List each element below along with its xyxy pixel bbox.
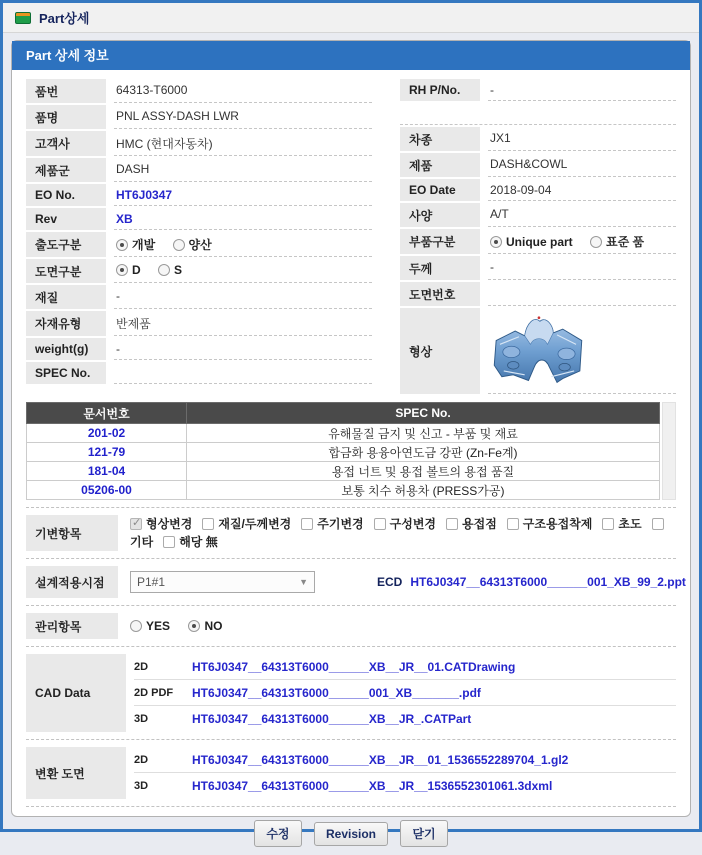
radio-s[interactable] bbox=[158, 264, 170, 276]
eo-date-value: 2018-09-04 bbox=[488, 179, 676, 201]
convert-2d-link[interactable]: HT6J0347__64313T6000______XB__JR__01_1536552289704_1.gl2 bbox=[192, 752, 569, 767]
panel-title: Part 상세 정보 bbox=[12, 41, 690, 70]
row-material bbox=[26, 285, 372, 309]
field-label: 도면구분 bbox=[26, 259, 106, 283]
checkbox-label: 초도 bbox=[618, 517, 642, 531]
radio-no[interactable] bbox=[188, 620, 200, 632]
product-value: DASH&COWL bbox=[488, 153, 676, 177]
customer-value: HMC (현대자동차) bbox=[114, 131, 372, 156]
spec-col-doc-no: 문서번호 bbox=[27, 403, 187, 424]
radio-label: S bbox=[174, 263, 183, 277]
field-label: 형상 bbox=[400, 308, 480, 394]
field-label: 두께 bbox=[400, 256, 480, 280]
field-label: 품명 bbox=[26, 105, 106, 129]
radio-standard-part[interactable] bbox=[590, 236, 602, 248]
row-thickness bbox=[400, 256, 676, 280]
file-type-label: 2D bbox=[134, 753, 149, 766]
material-type-value: 반제품 bbox=[114, 311, 372, 336]
top-bar bbox=[3, 3, 699, 33]
checkbox-material-thickness-change[interactable] bbox=[202, 518, 214, 530]
checkbox-label: 재질/두께변경 bbox=[218, 517, 292, 531]
radio-label: YES bbox=[146, 619, 171, 633]
field-label: SPEC No. bbox=[26, 362, 106, 384]
radio-label: NO bbox=[204, 619, 223, 633]
drawing-no-value bbox=[488, 282, 676, 306]
row-rev bbox=[26, 208, 372, 230]
cad-2d-pdf-row bbox=[134, 680, 676, 706]
section-label: 기변항목 bbox=[26, 515, 118, 551]
rh-pno-value: - bbox=[488, 79, 676, 101]
field-label: 도면번호 bbox=[400, 282, 480, 306]
checkbox-not-applicable[interactable] bbox=[163, 536, 175, 548]
spec-row bbox=[27, 481, 660, 500]
row-weight bbox=[26, 338, 372, 360]
part-name-value: PNL ASSY-DASH LWR bbox=[114, 105, 372, 129]
section-label: 관리항목 bbox=[26, 613, 118, 639]
radio-label: 표준 품 bbox=[606, 235, 645, 249]
row-rh-pno bbox=[400, 79, 676, 101]
radio-develop[interactable] bbox=[116, 239, 128, 251]
checkbox-label: 주기변경 bbox=[317, 517, 364, 531]
divider bbox=[26, 646, 676, 647]
divider bbox=[26, 507, 676, 508]
edit-button[interactable]: 수정 bbox=[254, 820, 301, 847]
field-label: EO No. bbox=[26, 184, 106, 206]
checkbox-weld-point[interactable] bbox=[446, 518, 458, 530]
convert-3d-row bbox=[134, 773, 676, 799]
close-button[interactable]: 닫기 bbox=[400, 820, 447, 847]
spec-table-wrap bbox=[26, 402, 676, 500]
empty-row bbox=[400, 103, 676, 125]
cad-2d-row bbox=[134, 654, 676, 680]
row-shape bbox=[400, 308, 676, 394]
radio-d[interactable] bbox=[116, 264, 128, 276]
radio-mass-production[interactable] bbox=[173, 239, 185, 251]
row-vehicle bbox=[400, 127, 676, 151]
divider bbox=[26, 558, 676, 559]
section-label: 설계적용시점 bbox=[26, 566, 118, 598]
checkbox-label: 구성변경 bbox=[389, 517, 437, 531]
design-apply-select[interactable] bbox=[130, 571, 315, 593]
checkbox-label: 구조용접착제 bbox=[522, 517, 593, 531]
file-type-label: 3D bbox=[134, 713, 149, 725]
field-label: 제품 bbox=[400, 153, 480, 177]
ecd-file-link[interactable]: HT6J0347__64313T6000______001_XB_99_2.ppt bbox=[410, 575, 686, 589]
spec-table-scrollbar[interactable] bbox=[662, 402, 676, 500]
checkbox-etc[interactable] bbox=[652, 518, 664, 530]
spec-col-spec-no: SPEC No. bbox=[187, 403, 660, 424]
field-label: EO Date bbox=[400, 179, 480, 201]
app-icon bbox=[15, 12, 31, 24]
cad-2d-pdf-link[interactable]: HT6J0347__64313T6000______001_XB_______.pdf bbox=[192, 685, 481, 700]
doc-no-link[interactable]: 201-02 bbox=[87, 426, 126, 440]
radio-label: 개발 bbox=[132, 238, 156, 252]
row-eo-no bbox=[26, 184, 372, 206]
page-title: Part상세 bbox=[39, 11, 90, 26]
row-part-name bbox=[26, 105, 372, 129]
row-part-type bbox=[400, 229, 676, 254]
spec-value: A/T bbox=[488, 203, 676, 227]
spec-desc: 합금화 용융아연도금 강판 (Zn-Fe계) bbox=[187, 443, 660, 462]
eo-no-link[interactable]: HT6J0347 bbox=[114, 184, 372, 206]
doc-no-link[interactable]: 121-79 bbox=[87, 445, 126, 459]
thickness-value: - bbox=[488, 256, 676, 280]
file-type-label: 2D bbox=[134, 660, 149, 673]
part-info-form bbox=[26, 79, 676, 396]
doc-no-link[interactable]: 05206-00 bbox=[81, 483, 132, 497]
checkbox-period-change[interactable] bbox=[301, 518, 313, 530]
row-spec bbox=[400, 203, 676, 227]
row-drawing-no bbox=[400, 282, 676, 306]
field-label: 재질 bbox=[26, 285, 106, 309]
checkbox-label: 형상변경 bbox=[146, 517, 193, 531]
converted-drawing-section bbox=[26, 747, 676, 799]
radio-unique-part[interactable] bbox=[490, 236, 502, 248]
field-label: Rev bbox=[26, 208, 106, 230]
field-label: 출도구분 bbox=[26, 232, 106, 257]
row-material-type bbox=[26, 311, 372, 336]
field-label: 차종 bbox=[400, 127, 480, 151]
divider bbox=[26, 739, 676, 740]
manage-items-row bbox=[26, 613, 676, 639]
radio-label: 양산 bbox=[188, 238, 212, 252]
cad-2d-link[interactable]: HT6J0347__64313T6000______XB__JR__01.CATDrawing bbox=[192, 659, 516, 674]
row-drawing-type bbox=[26, 259, 372, 283]
radio-label: Unique part bbox=[506, 235, 573, 249]
checkbox-label: 해당 無 bbox=[179, 535, 218, 549]
row-release-type bbox=[26, 232, 372, 257]
spec-desc: 용접 너트 및 용접 볼트의 용접 품질 bbox=[187, 462, 660, 481]
divider bbox=[26, 806, 676, 807]
field-label: 품번 bbox=[26, 79, 106, 103]
row-product-group bbox=[26, 158, 372, 182]
convert-3d-link[interactable]: HT6J0347__64313T6000______XB__JR__1536552301061.3dxml bbox=[192, 779, 553, 793]
file-type-label: 2D PDF bbox=[134, 686, 174, 699]
divider bbox=[26, 605, 676, 606]
field-label: 제품군 bbox=[26, 158, 106, 182]
weight-value: - bbox=[114, 338, 372, 360]
row-part-no bbox=[26, 79, 372, 103]
checkbox-label: 기타 bbox=[130, 535, 154, 549]
spec-desc: 보통 치수 허용차 (PRESS가공) bbox=[187, 481, 660, 500]
field-label: 자재유형 bbox=[26, 311, 106, 336]
spec-row bbox=[27, 443, 660, 462]
field-label: weight(g) bbox=[26, 338, 106, 360]
checkbox-composition-change[interactable] bbox=[374, 518, 386, 530]
field-label: 사양 bbox=[400, 203, 480, 227]
radio-label: D bbox=[132, 263, 141, 277]
vehicle-value: JX1 bbox=[488, 127, 676, 151]
cad-data-section bbox=[26, 654, 676, 732]
row-customer bbox=[26, 131, 372, 156]
checkbox-first-draft[interactable] bbox=[602, 518, 614, 530]
doc-no-link[interactable]: 181-04 bbox=[87, 464, 126, 478]
content-area bbox=[3, 33, 699, 841]
revision-button[interactable]: Revision bbox=[314, 822, 388, 846]
chevron-down-icon: ▼ bbox=[299, 577, 308, 587]
part-no-value: 64313-T6000 bbox=[114, 79, 372, 103]
spec-table bbox=[26, 402, 660, 500]
radio-yes[interactable] bbox=[130, 620, 142, 632]
row-eo-date bbox=[400, 179, 676, 201]
material-value: - bbox=[114, 285, 372, 309]
field-label: RH P/No. bbox=[400, 79, 480, 101]
row-product bbox=[400, 153, 676, 177]
checkbox-shape-change[interactable] bbox=[130, 518, 142, 530]
checkbox-structural-adhesive[interactable] bbox=[507, 518, 519, 530]
convert-2d-row bbox=[134, 747, 676, 773]
field-label: 부품구분 bbox=[400, 229, 480, 254]
part-detail-panel bbox=[11, 40, 691, 841]
spec-row bbox=[27, 462, 660, 481]
spec-desc: 유해물질 금지 및 신고 - 부품 및 재료 bbox=[187, 424, 660, 443]
spec-row bbox=[27, 424, 660, 443]
field-label: 고객사 bbox=[26, 131, 106, 156]
checkbox-label: 용접점 bbox=[462, 517, 497, 531]
modify-items-row bbox=[26, 515, 676, 551]
product-group-value: DASH bbox=[114, 158, 372, 182]
section-label: CAD Data bbox=[26, 654, 126, 732]
file-type-label: 3D bbox=[134, 780, 149, 792]
section-label: 변환 도면 bbox=[26, 747, 126, 799]
selected-option: P1#1 bbox=[137, 575, 166, 589]
spec-no-value bbox=[114, 362, 372, 384]
ecd-label: ECD bbox=[377, 575, 403, 589]
cad-3d-link[interactable]: HT6J0347__64313T6000______XB__JR_.CATPart bbox=[192, 712, 472, 726]
part-shape-image bbox=[490, 312, 586, 390]
design-apply-row bbox=[26, 566, 686, 598]
button-bar bbox=[26, 820, 676, 847]
row-spec-no bbox=[26, 362, 372, 384]
rev-link[interactable]: XB bbox=[114, 208, 372, 230]
cad-3d-row bbox=[134, 706, 676, 732]
